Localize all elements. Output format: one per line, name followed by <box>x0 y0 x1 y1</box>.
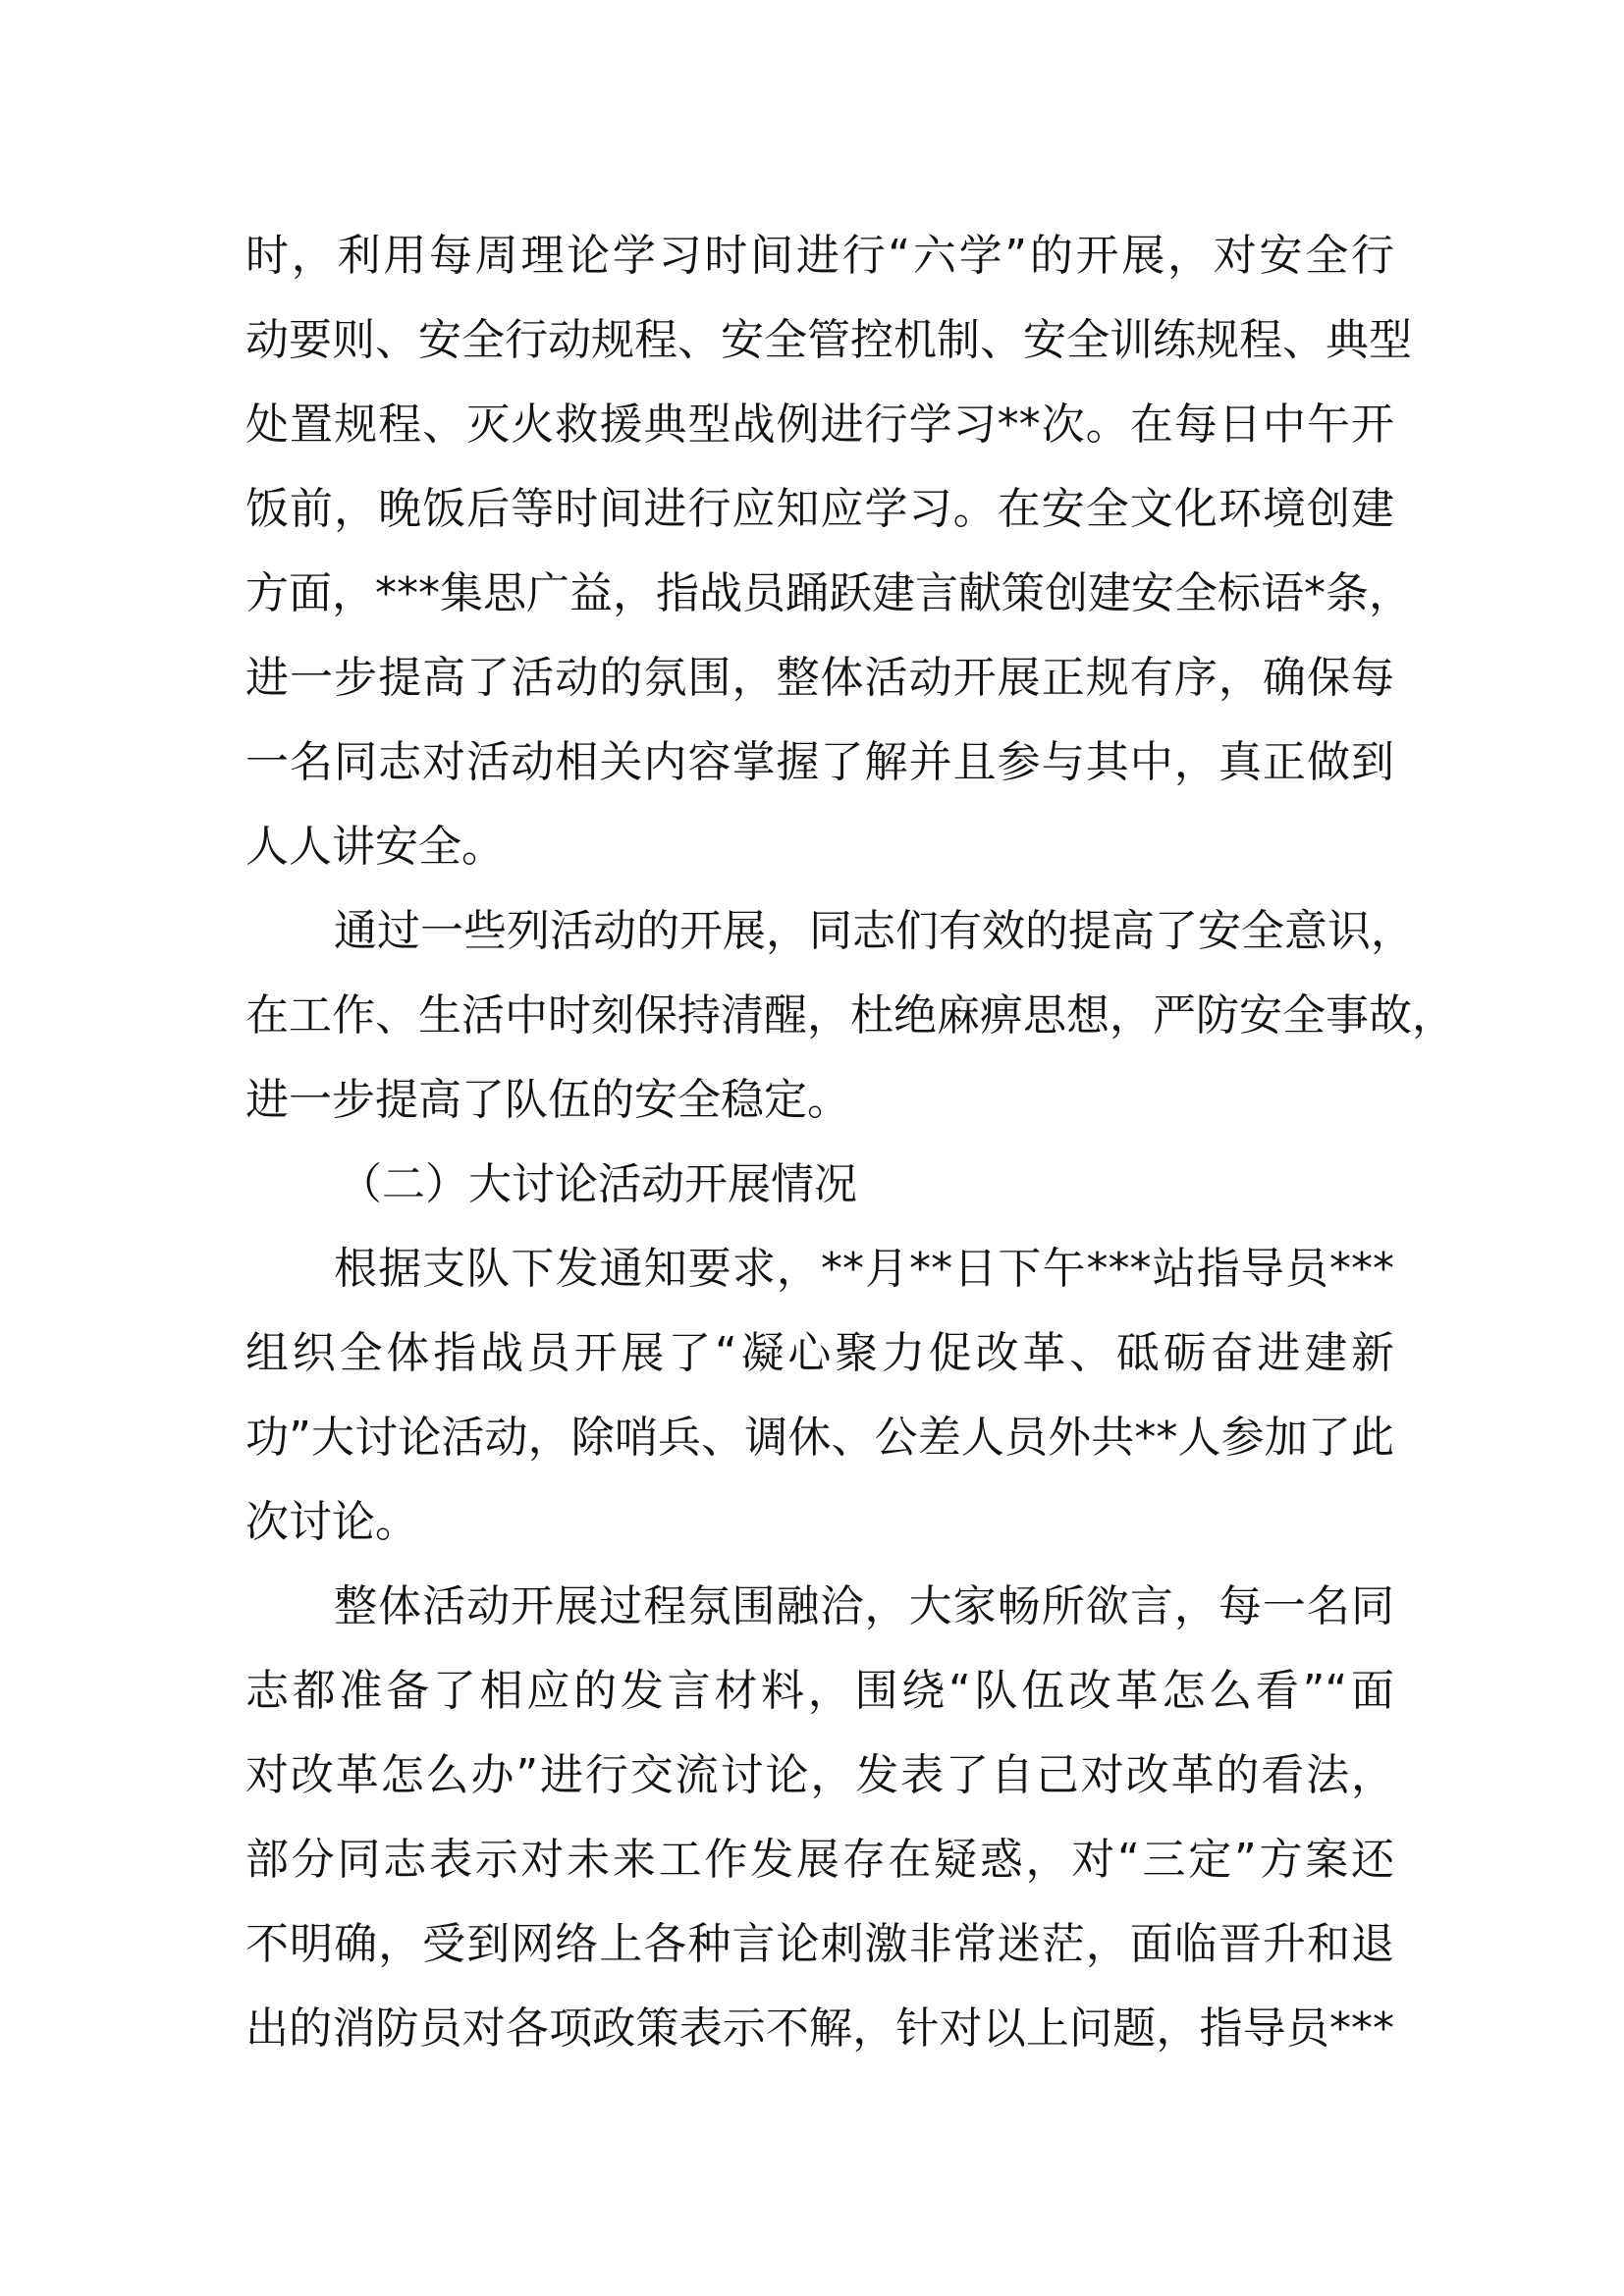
section-heading-text: （二）大讨论活动开展情况 <box>339 1159 857 1209</box>
text-line: 不明确，受到网络上各种言论刺激非常迷茫，面临晋升和退 <box>245 1919 1394 1969</box>
text-line: 出的消防员对各项政策表示不解，针对以上问题，指导员*** <box>245 2003 1394 2054</box>
document-body <box>245 214 1455 2071</box>
text-line: 处置规程、灭火救援典型战例进行学习**次。在每日中午开 <box>245 400 1394 450</box>
text-line: 部分同志表示对未来工作发展存在疑惑，对“三定”方案还 <box>245 1835 1394 1885</box>
text-line: 根据支队下发通知要求，**月**日下午***站指导员*** <box>334 1244 1394 1294</box>
text-line: 饭前，晚饭后等时间进行应知应学习。在安全文化环境创建 <box>245 484 1394 534</box>
text-line: 一名同志对活动相关内容掌握了解并且参与其中，真正做到 <box>245 737 1394 787</box>
section-heading <box>245 1143 1394 1227</box>
text-line: 人人讲安全。 <box>245 822 505 872</box>
text-line: 志都准备了相应的发言材料，围绕“队伍改革怎么看”“面 <box>245 1666 1394 1716</box>
text-line: 整体活动开展过程氛围融洽，大家畅所欲言，每一名同 <box>334 1581 1394 1631</box>
text-line: 组织全体指战员开展了“凝心聚力促改革、砥砺奋进建新 <box>245 1328 1394 1378</box>
text-line: 动要则、安全行动规程、安全管控机制、安全训练规程、典型 <box>245 315 1412 365</box>
paragraph-discussion-notice <box>245 1227 1394 1565</box>
text-line: 进一步提高了活动的氛围，整体活动开展正规有序，确保每 <box>245 653 1394 703</box>
text-line: 时，利用每周理论学习时间进行“六学”的开展，对安全行 <box>245 231 1394 281</box>
text-line: 功”大讨论活动，除哨兵、调休、公差人员外共**人参加了此 <box>245 1413 1394 1463</box>
text-line: 进一步提高了队伍的安全稳定。 <box>245 1075 850 1125</box>
paragraph-safety-results <box>245 889 1455 1143</box>
text-line: 方面，***集思广益，指战员踊跃建言献策创建安全标语*条， <box>245 568 1412 618</box>
text-line: 在工作、生活中时刻保持清醒，杜绝麻痹思想，严防安全事故， <box>245 990 1455 1041</box>
text-line: 通过一些列活动的开展，同志们有效的提高了安全意识， <box>334 906 1414 956</box>
paragraph-safety-study <box>245 214 1412 889</box>
text-line: 次讨论。 <box>245 1497 418 1547</box>
text-line: 对改革怎么办”进行交流讨论，发表了自己对改革的看法， <box>245 1750 1394 1800</box>
paragraph-discussion-atmosphere <box>245 1565 1394 2071</box>
